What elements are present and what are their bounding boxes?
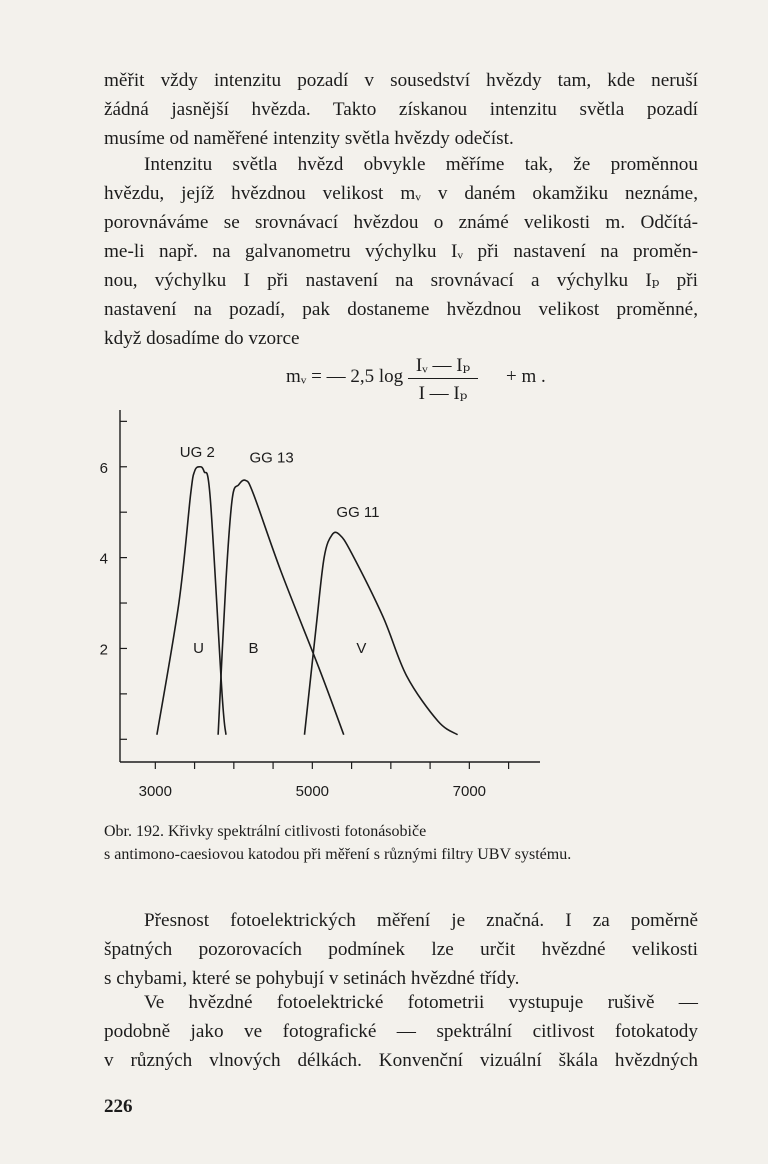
text-line: Ve hvězdné fotoelektrické fotometrii vystupuje rušivě — — [144, 992, 698, 1013]
text-line: s chybami, které se pohybují v setinách hvězdné třídy. — [104, 968, 520, 989]
text-line: špatných pozorovacích podmínek lze určit hvězdné velikosti — [104, 939, 698, 960]
x-tick-label: 5000 — [295, 783, 330, 800]
band-label: V — [356, 639, 367, 657]
figure-caption — [104, 820, 704, 866]
text-line: nou, výchylku I při nastavení na srovnávací a výchylku Iₚ při — [104, 270, 698, 291]
text-line: měřit vždy intenzitu pozadí v sousedství hvězdy tam, kde neruší — [104, 70, 698, 91]
caption-line: Obr. 192. Křivky spektrální citlivosti fotonásobiče — [104, 823, 427, 840]
paragraph-1 — [104, 66, 698, 153]
text-line: žádná jasnější hvězda. Takto získanou intenzitu světla pozadí — [104, 99, 698, 120]
paragraph-3 — [104, 906, 698, 993]
y-tick-label: 2 — [99, 641, 108, 659]
series-line-b — [218, 480, 344, 735]
series-label: UG 2 — [179, 443, 215, 461]
formula-lhs: mᵥ = — 2,5 log — [286, 366, 404, 387]
y-tick-label: 6 — [99, 459, 108, 477]
series-line-v — [304, 532, 457, 734]
x-tick-label: 7000 — [452, 783, 487, 800]
paragraph-2 — [104, 150, 698, 353]
text-line: Intenzitu světla hvězd obvykle měříme tak, že proměnnou — [144, 154, 698, 175]
page-number: 226 — [104, 1096, 133, 1117]
series-line-u — [157, 467, 226, 735]
text-line: podobně jako ve fotografické — spektrální citlivost fotokatody — [104, 1021, 698, 1042]
y-tick-label: 4 — [99, 550, 108, 568]
band-label: B — [248, 639, 259, 657]
x-tick-label: 3000 — [138, 783, 173, 800]
formula-numerator: Iᵥ — Iₚ — [408, 354, 478, 379]
text-line: v různých vlnových délkách. Konvenční vizuální škála hvězdných — [104, 1050, 698, 1071]
formula-fraction — [408, 354, 478, 405]
formula-rhs: + m . — [506, 366, 546, 387]
band-label: U — [193, 639, 205, 657]
text-line: Přesnost fotoelektrických měření je značná. I za poměrně — [144, 910, 698, 931]
formula-denominator: I — Iₚ — [418, 383, 468, 404]
series-label: GG 13 — [249, 449, 294, 467]
sensitivity-chart — [0, 400, 768, 820]
text-line: me-li např. na galvanometru výchylku Iᵥ při nastavení na proměn- — [104, 241, 698, 262]
caption-line: s antimono-caesiovou katodou při měření s různými filtry UBV systému. — [104, 846, 572, 863]
text-line: když dosadíme do vzorce — [104, 328, 300, 349]
text-line: nastavení na pozadí, pak dostaneme hvězdnou velikost proměnné, — [104, 299, 698, 320]
paragraph-4 — [104, 988, 698, 1075]
text-line: hvězdu, jejíž hvězdnou velikost mᵥ v daném okamžiku neznáme, — [104, 183, 698, 204]
series-label: GG 11 — [336, 503, 380, 521]
text-line: porovnáváme se srovnávací hvězdou o známé velikosti m. Odčítá- — [104, 212, 698, 233]
text-line: musíme od naměřené intenzity světla hvězdy odečíst. — [104, 128, 514, 149]
